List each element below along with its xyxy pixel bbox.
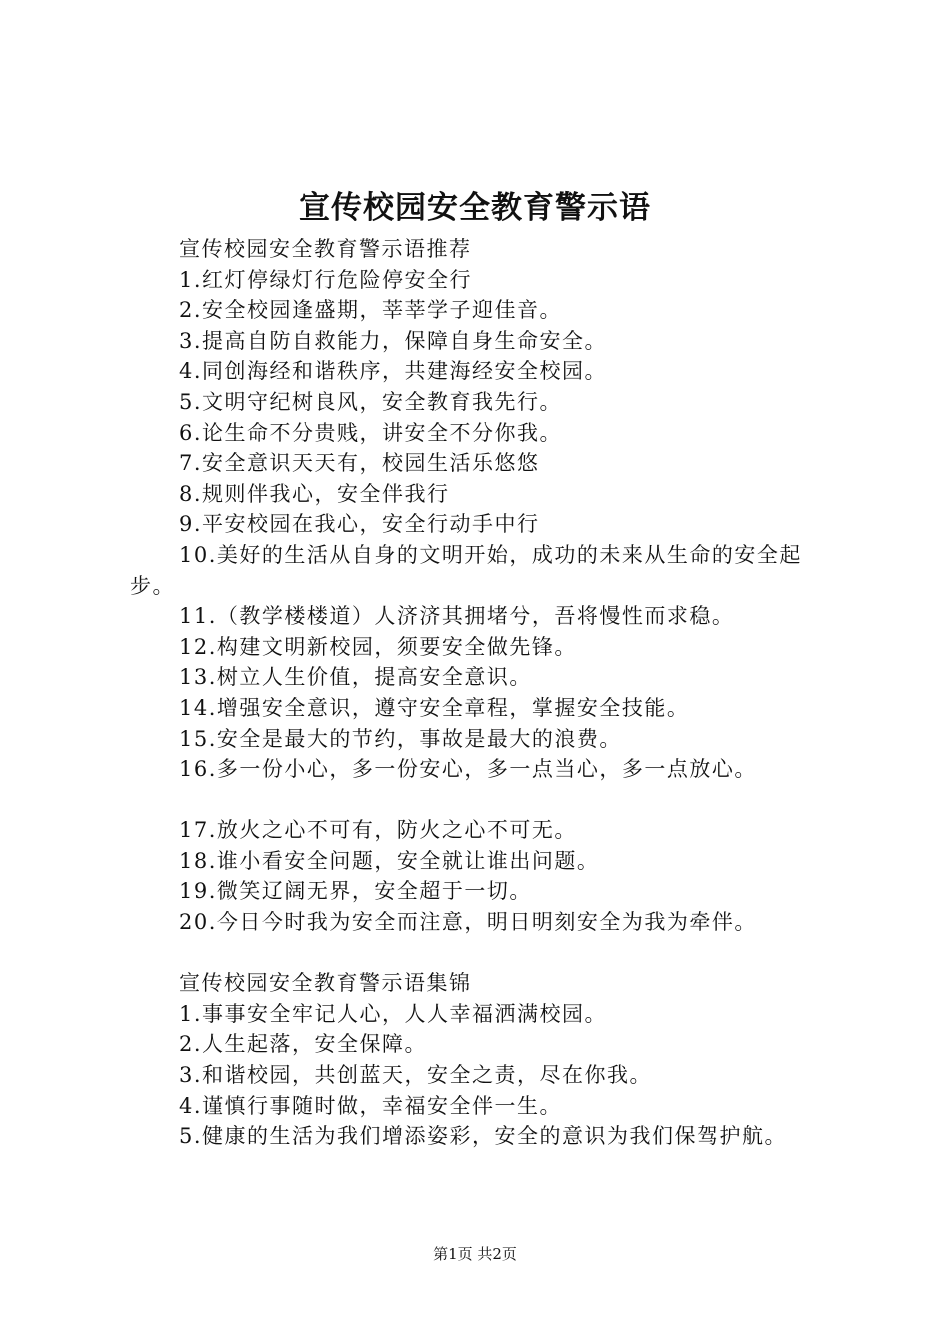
slogan-item: 14.增强安全意识，遵守安全章程，掌握安全技能。: [179, 695, 690, 720]
slogan-item: 3.和谐校园，共创蓝天，安全之责，尽在你我。: [179, 1063, 653, 1088]
section-heading-collection: 宣传校园安全教育警示语集锦: [179, 971, 472, 996]
blank-line: [130, 938, 836, 969]
slogan-item: 1.红灯停绿灯行危险停安全行: [179, 267, 473, 292]
slogan-item: 17.放火之心不可有，防火之心不可无。: [179, 818, 577, 843]
slogan-item: 2.安全校园逢盛期，莘莘学子迎佳音。: [179, 298, 563, 323]
slogan-item: 5.健康的生活为我们增添姿彩，安全的意识为我们保驾护航。: [179, 1124, 788, 1149]
slogan-item: 8.规则伴我心，安全伴我行: [179, 481, 450, 506]
slogan-item: 6.论生命不分贵贱，讲安全不分你我。: [179, 420, 563, 445]
slogan-item: 18.谁小看安全问题，安全就让谁出问题。: [179, 848, 600, 873]
slogan-item: 20.今日今时我为安全而注意，明日明刻安全为我为牵伴。: [179, 910, 757, 935]
slogan-item: 12.构建文明新校园，须要安全做先锋。: [179, 634, 577, 659]
slogan-item: 4.谨慎行事随时做，幸福安全伴一生。: [179, 1093, 563, 1118]
document-title: 宣传校园安全教育警示语: [299, 190, 651, 226]
slogan-item: 16.多一份小心，多一份安心，多一点当心，多一点放心。: [179, 757, 757, 782]
slogan-item: 15.安全是最大的节约，事故是最大的浪费。: [179, 726, 622, 751]
slogan-item: 5.文明守纪树良风，安全教育我先行。: [179, 389, 563, 414]
slogan-item: 2.人生起落，安全保障。: [179, 1032, 428, 1057]
slogan-item: 3.提高自防自救能力，保障自身生命安全。: [179, 328, 608, 353]
slogan-item: 19.微笑辽阔无界，安全超于一切。: [179, 879, 532, 904]
slogan-item: 11.（教学楼楼道）人济济其拥堵兮，吾将慢性而求稳。: [179, 604, 735, 629]
document-body: [130, 234, 836, 1152]
blank-line: [130, 785, 836, 816]
slogan-item: 9.平安校园在我心，安全行动手中行: [179, 512, 540, 537]
page-number-footer: 第1页 共2页: [433, 1245, 517, 1263]
slogan-item: 10.美好的生活从自身的文明开始，成功的未来从生命的安全起步。: [130, 542, 802, 598]
slogan-item: 1.事事安全牢记人心，人人幸福洒满校园。: [179, 1001, 608, 1026]
section-heading-recommended: 宣传校园安全教育警示语推荐: [179, 237, 472, 261]
slogan-item: 13.树立人生价值，提高安全意识。: [179, 665, 532, 690]
slogan-item: 7.安全意识天天有，校园生活乐悠悠: [179, 451, 540, 476]
slogan-item: 4.同创海经和谐秩序，共建海经安全校园。: [179, 359, 608, 384]
